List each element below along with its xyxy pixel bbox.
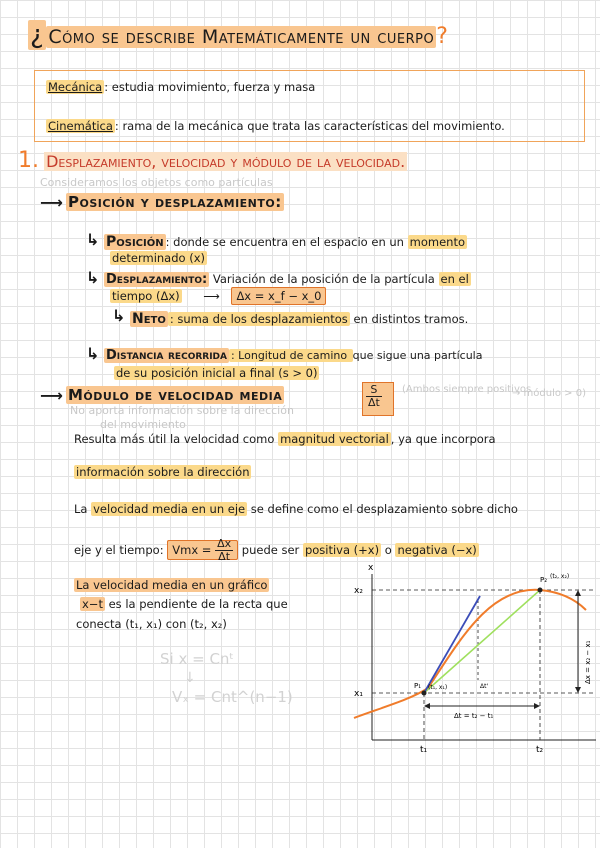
desplazamiento-label: Desplazamiento: <box>106 272 208 287</box>
title-prefix: ¿ <box>30 20 45 50</box>
dx-arrowhead-bottom <box>575 687 581 693</box>
desplazamiento-text-a: Variación de la posición de la partícula <box>209 272 439 286</box>
distancia-line1 <box>104 348 482 363</box>
dt-arrowhead-right <box>534 703 540 709</box>
modulo-frac-num: S <box>366 384 382 397</box>
def-cinematica <box>46 119 505 133</box>
modulo-fraction <box>366 384 382 409</box>
long-arrow-icon: ⟶ <box>203 289 220 303</box>
dx-arrowhead-top <box>575 590 581 596</box>
modulo-heading-text: Módulo de velocidad media <box>68 386 283 404</box>
para2-hl: información sobre la dirección <box>76 465 250 479</box>
desplazamiento-hl: en el <box>440 272 469 286</box>
posicion-line1 <box>104 234 467 250</box>
def-mecanica <box>46 80 315 94</box>
para6 <box>80 597 288 611</box>
para1-b: , ya que incorpora <box>390 432 496 446</box>
title-suffix: ? <box>436 24 449 49</box>
desplazamiento-text-b: tiempo (Δx) <box>112 289 180 303</box>
sub-corner-icon: ↳ <box>86 344 100 363</box>
vmx-formula-box <box>167 537 238 563</box>
bullet-arrow-icon: ⟶ <box>40 386 63 405</box>
para3 <box>74 502 518 516</box>
posicion-line2 <box>110 251 207 265</box>
position-curve <box>354 590 586 718</box>
modulo-ghost-note2: → módulo > 0) <box>512 388 586 399</box>
modulo-ghost-note3: No aporta información sobre la dirección <box>70 404 294 417</box>
para6-hl: x−t <box>82 597 103 611</box>
neto-text-a: : suma de los desplazamientos <box>169 312 348 326</box>
modulo-ghost-note4: del movimiento <box>100 418 186 431</box>
distancia-text-a: : Longitud de camino <box>230 349 351 362</box>
posicion-text-a: : donde se encuentra en el espacio en un <box>165 235 408 249</box>
modulo-heading <box>66 386 284 404</box>
para1-hl: magnitud vectorial <box>280 432 389 446</box>
dt-label: Δt = t₂ − t₁ <box>454 712 494 720</box>
para3-a: La <box>74 502 92 516</box>
para3-b: se define como el desplazamiento sobre dicho <box>247 502 518 516</box>
mecanica-text: : estudia movimiento, fuerza y masa <box>104 80 316 94</box>
vmx-num: Δx <box>217 537 232 550</box>
x2-label: x₂ <box>354 586 363 596</box>
p1-label: P₁ <box>414 682 422 690</box>
sub-corner-icon: ↳ <box>112 306 126 325</box>
posicion-text-b: determinado (x) <box>112 251 205 265</box>
ghost-formula1: Si x = Cnᵗ <box>160 650 234 668</box>
distancia-text-c: de su posición inicial a final (s > 0) <box>116 366 318 380</box>
distancia-text-b: que sigue una partícula <box>352 349 483 362</box>
p2-label: P₂ <box>540 576 548 584</box>
para4-b: puede ser <box>238 543 303 557</box>
vmx-den: Δt <box>218 550 231 563</box>
sub-corner-icon: ↳ <box>86 230 100 249</box>
cinematica-text: : rama de la mecánica que trata las características del movimiento. <box>114 119 505 133</box>
ghost-arrow-icon: ↓ <box>184 670 196 686</box>
title-text: Cómo se describe Matemáticamente un cuerpo <box>48 26 435 48</box>
x1-label: x₁ <box>354 689 363 699</box>
t1-label: t₁ <box>420 745 428 755</box>
neto-label: Neto <box>132 311 166 327</box>
distancia-label: Distancia recorrida <box>106 348 227 363</box>
ghost-formula2: Vₓ = Cnt^(n−1) <box>172 688 293 706</box>
y-axis-label: x <box>368 563 374 573</box>
modulo-frac-den: Δt <box>368 396 380 409</box>
section1-number: 1. <box>18 148 39 173</box>
modulo-ghost-note1: (Ambos siempre positivos <box>402 384 532 395</box>
dx-label: Δx = x₂ − x₁ <box>584 640 592 684</box>
section1-ghost-note: Consideramos los objetos como partículas <box>40 176 273 189</box>
posdesp-heading <box>66 193 284 211</box>
posicion-label: Posición <box>106 234 164 250</box>
page-title <box>28 20 448 50</box>
para1-a: Resulta más útil la velocidad como <box>74 432 279 446</box>
sub-corner-icon: ↳ <box>86 268 100 287</box>
para4-c: o <box>381 543 396 557</box>
point-p1 <box>422 691 427 696</box>
neto-line <box>130 311 468 327</box>
bullet-arrow-icon: ⟶ <box>40 193 63 212</box>
cinematica-label: Cinemática <box>48 119 113 133</box>
small-label: Δt' <box>480 683 489 690</box>
secant-line <box>424 590 540 693</box>
desplazamiento-line2 <box>110 289 326 303</box>
p2-coord: (t₂, x₂) <box>550 573 570 580</box>
posicion-hl: momento <box>409 235 465 249</box>
tangent-line <box>424 596 480 693</box>
velocity-graph <box>340 560 600 760</box>
para1 <box>74 432 496 446</box>
point-p2 <box>538 588 543 593</box>
posdesp-heading-text: Posición y desplazamiento: <box>68 193 282 211</box>
section1-title: Desplazamiento, velocidad y módulo de la velocidad. <box>46 152 406 171</box>
para2 <box>74 465 251 479</box>
neto-text-b: en distintos tramos. <box>349 312 469 326</box>
para4-a: eje y el tiempo: <box>74 543 168 557</box>
desplazamiento-formula: Δx = x_f − x_0 <box>231 287 326 305</box>
para5 <box>74 578 269 592</box>
para3-hl: velocidad media en un eje <box>93 502 246 516</box>
para5-hl: La velocidad media en un gráfico <box>76 578 268 592</box>
para7: conecta (t₁, x₁) con (t₂, x₂) <box>76 617 227 631</box>
t2-label: t₂ <box>536 745 544 755</box>
p1-coord: (t₁, x₁) <box>428 684 448 691</box>
dt-arrowhead-left <box>424 703 430 709</box>
mecanica-label: Mecánica <box>48 80 103 94</box>
para4-hl2: negativa (−x) <box>397 543 477 557</box>
para6-a: es la pendiente de la recta que <box>104 597 288 611</box>
distancia-line2 <box>114 366 319 380</box>
section1-heading <box>18 148 407 173</box>
vmx-label: Vmx = <box>172 543 212 557</box>
desplazamiento-line1 <box>104 272 471 287</box>
para4-hl1: positiva (+x) <box>304 543 380 557</box>
